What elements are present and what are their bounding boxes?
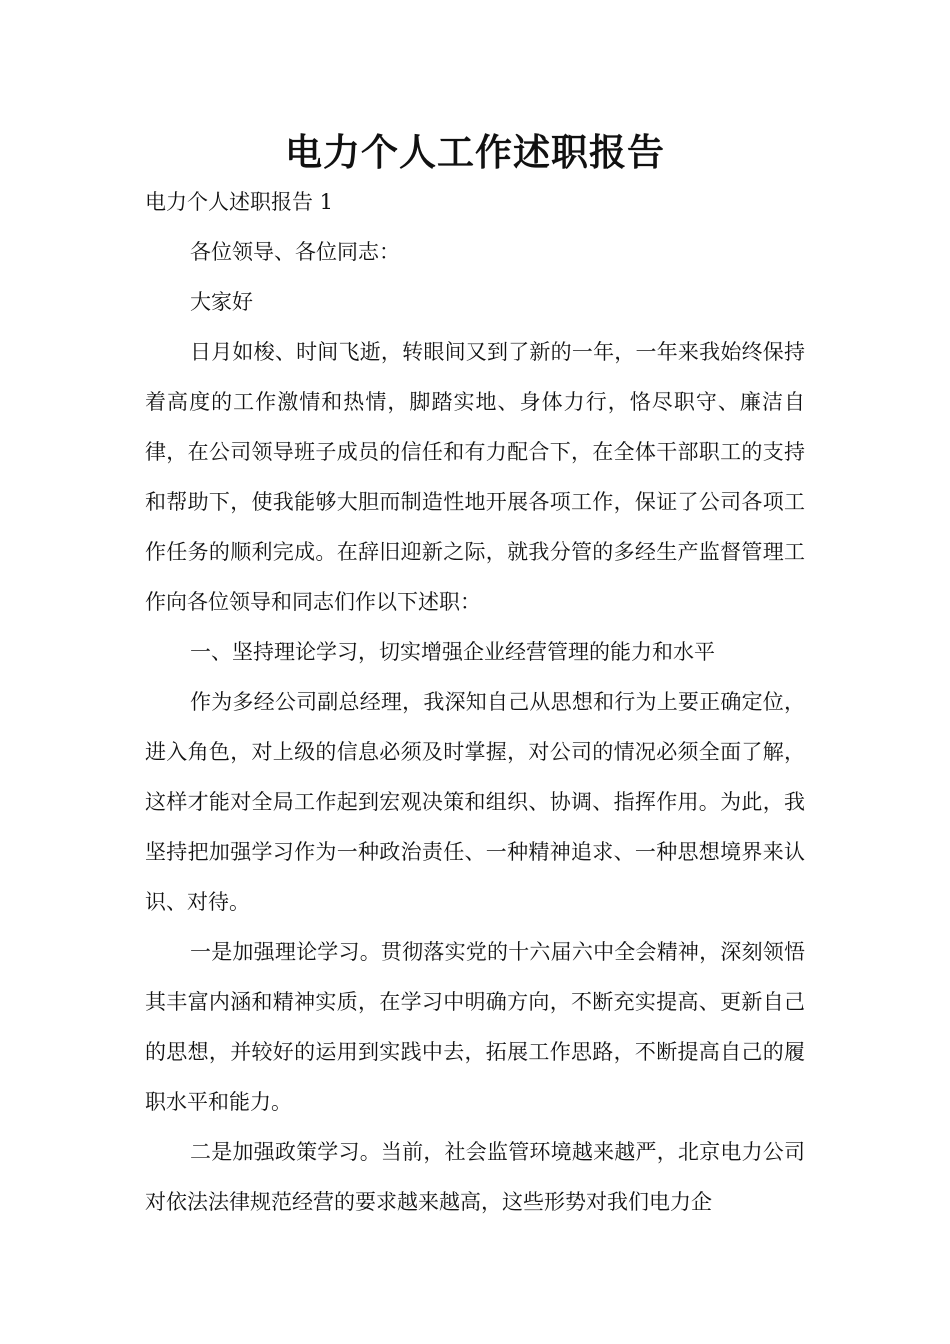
paragraph-greeting: 大家好 (190, 290, 253, 314)
paragraph-body: 二是加强政策学习。当前，社会监管环境越来越严，北京电力公司对依法法律规范经营的要求越来越高，这些形势对我们电力企 (145, 1140, 805, 1214)
section-heading-1: 一、坚持理论学习，切实增强企业经营管理的能力和水平 (190, 640, 715, 664)
paragraph-body: 作为多经公司副总经理，我深知自己从思想和行为上要正确定位，进入角色，对上级的信息必须及时掌握，对公司的情况必须全面了解，这样才能对全局工作起到宏观决策和组织、协调、指挥作用。为此，我坚持把加强学习作为一种政治责任、一种精神追求、一种思想境界来认识、对待。 (145, 690, 805, 914)
document-title: 电力个人工作述职报告 (285, 130, 665, 174)
document-subtitle: 电力个人述职报告 1 (145, 190, 334, 214)
paragraph-salutation: 各位领导、各位同志： (190, 240, 400, 264)
paragraph-body: 一是加强理论学习。贯彻落实党的十六届六中全会精神，深刻领悟其丰富内涵和精神实质，在学习中明确方向，不断充实提高、更新自己的思想，并较好的运用到实践中去，拓展工作思路，不断提高自己的履职水平和能力。 (145, 940, 805, 1114)
paragraph-intro: 日月如梭、时间飞逝，转眼间又到了新的一年，一年来我始终保持着高度的工作激情和热情，脚踏实地、身体力行，恪尽职守、廉洁自律，在公司领导班子成员的信任和有力配合下，在全体干部职工的支持和帮助下，使我能够大胆而制造性地开展各项工作，保证了公司各项工作任务的顺利完成。在辞旧迎新之际，就我分管的多经生产监督管理工作向各位领导和同志们作以下述职： (145, 340, 805, 614)
